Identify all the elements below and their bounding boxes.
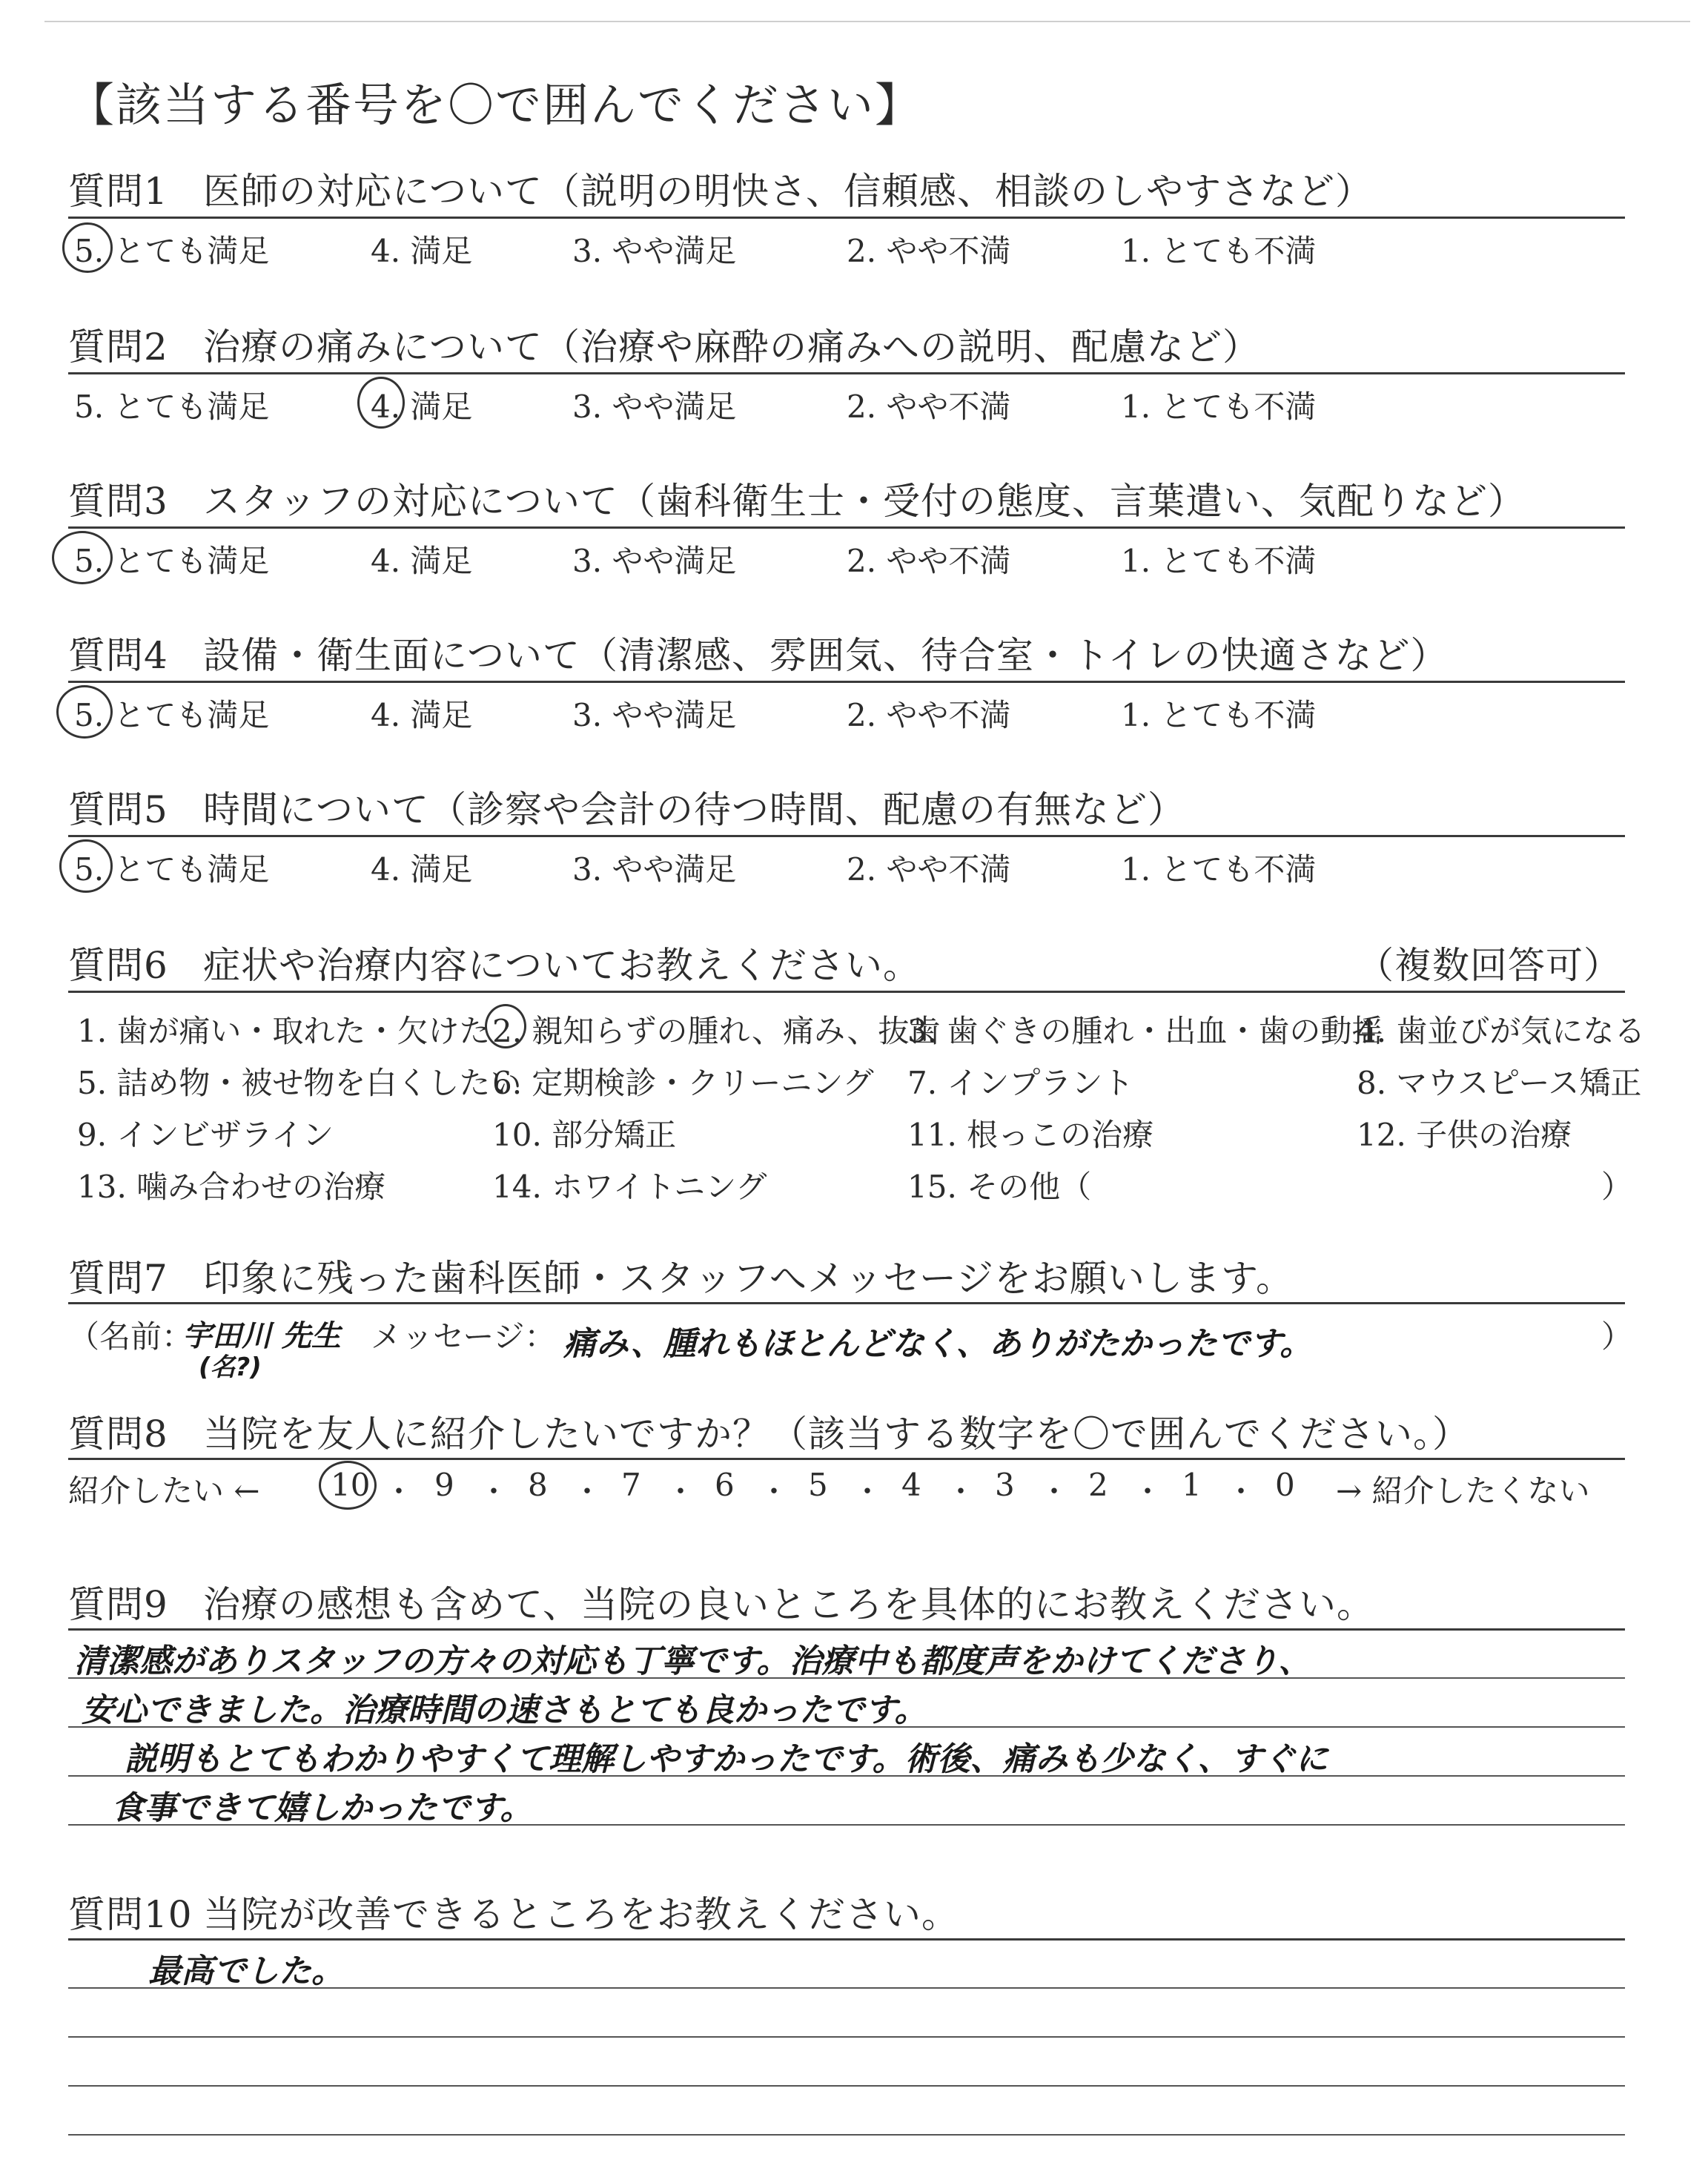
q8-score-2[interactable]: 2 (1088, 1467, 1108, 1503)
q6-multi-note: （複数回答可） (1357, 944, 1621, 987)
q8-score-5[interactable]: 5 (808, 1467, 828, 1503)
q2-option-2[interactable]: 2. やや不満 (847, 389, 1011, 425)
q3-number: 質問3 (68, 480, 168, 523)
q9-answer-text[interactable]: 清潔感がありスタッフの方々の対応も丁寧です。治療中も都度声をかけてくださり、 (74, 1642, 1311, 1680)
q8-separator: ・ (853, 1475, 882, 1509)
q5-question: 時間について（診察や会計の待つ時間、配慮の有無など） (203, 788, 1185, 831)
q2-rule (68, 372, 1625, 374)
q8-separator: ・ (759, 1475, 789, 1509)
q10-number: 質問10 (68, 1893, 193, 1936)
q8-score-1[interactable]: 1 (1182, 1467, 1202, 1503)
q8-score-10[interactable]: 10 (331, 1467, 371, 1503)
q5-number: 質問5 (68, 788, 168, 831)
q6-option-6[interactable]: 6. 定期検診・クリーニング (492, 1065, 874, 1101)
q4-question: 設備・衛生面について（清潔感、雰囲気、待合室・トイレの快適さなど） (203, 634, 1449, 677)
q1-question: 医師の対応について（説明の明快さ、信頼感、相談のしやすさなど） (203, 170, 1373, 213)
q1-option-2[interactable]: 2. やや不満 (847, 233, 1011, 269)
q4-option-4[interactable]: 4. 満足 (371, 697, 473, 733)
q8-score-6[interactable]: 6 (715, 1467, 735, 1503)
q6-option-4[interactable]: 4. 歯並びが気になる (1357, 1013, 1646, 1049)
page-title: 【該当する番号を〇で囲んでください】 (68, 78, 923, 132)
q7-close-paren: ） (1601, 1318, 1633, 1355)
q6-option-1[interactable]: 1. 歯が痛い・取れた・欠けた (77, 1013, 491, 1049)
q7-name-label: （名前： (68, 1318, 193, 1355)
q8-score-4[interactable]: 4 (901, 1467, 921, 1503)
q4-option-3[interactable]: 3. やや満足 (572, 697, 737, 733)
q8-selection-circle (319, 1461, 377, 1510)
top-edge-line (44, 21, 1690, 22)
q8-separator: ・ (1226, 1475, 1256, 1509)
q8-separator: ・ (1133, 1475, 1162, 1509)
q6-option-3[interactable]: 3. 歯ぐきの腫れ・出血・歯の動揺 (907, 1013, 1383, 1049)
q6-number: 質問6 (68, 944, 168, 987)
q5-option-1[interactable]: 1. とても不満 (1121, 851, 1317, 888)
q6-option-14[interactable]: 14. ホワイトニング (492, 1169, 767, 1205)
q3-rule (68, 526, 1625, 529)
q8-separator: ・ (572, 1475, 602, 1509)
q2-question: 治療の痛みについて（治療や麻酔の痛みへの説明、配慮など） (203, 326, 1260, 369)
q10-rule (68, 1938, 1625, 1941)
q6-option-13[interactable]: 13. 噛み合わせの治療 (77, 1169, 386, 1205)
q7-name-note: (名?) (199, 1353, 262, 1382)
q6-option-11[interactable]: 11. 根っこの治療 (907, 1117, 1154, 1153)
q6-option-10[interactable]: 10. 部分矯正 (492, 1117, 677, 1153)
q6-option-7[interactable]: 7. インプラント (907, 1065, 1134, 1101)
q8-left-label: 紹介したい ← (68, 1473, 260, 1509)
q6-option-12[interactable]: 12. 子供の治療 (1357, 1117, 1572, 1153)
q8-question: 当院を友人に紹介したいですか？（該当する数字を〇で囲んでください。） (203, 1413, 1470, 1456)
q1-number: 質問1 (68, 170, 168, 213)
q8-separator: ・ (666, 1475, 695, 1509)
q3-question: スタッフの対応について（歯科衛生士・受付の態度、言葉遣い、気配りなど） (203, 480, 1526, 523)
q6-option-2[interactable]: 2. 親知らずの腫れ、痛み、抜歯 (492, 1013, 941, 1049)
q6-option-2-selection-circle (485, 1004, 526, 1048)
q4-option-1[interactable]: 1. とても不満 (1121, 697, 1317, 733)
q6-question: 症状や治療内容についてお教えください。 (203, 944, 921, 987)
q2-selection-circle (357, 377, 405, 429)
q8-score-0[interactable]: 0 (1275, 1467, 1295, 1503)
q1-option-4[interactable]: 4. 満足 (371, 233, 473, 269)
q8-rule (68, 1458, 1625, 1460)
q2-number: 質問2 (68, 326, 168, 369)
q5-rule (68, 835, 1625, 837)
q8-score-9[interactable]: 9 (434, 1467, 454, 1503)
q8-number: 質問8 (68, 1413, 168, 1456)
q4-option-2[interactable]: 2. やや不満 (847, 697, 1011, 733)
q7-name-value[interactable]: 宇田川 先生 (182, 1319, 341, 1353)
q6-other-close-paren: ） (1601, 1169, 1633, 1205)
q5-selection-circle (59, 839, 113, 893)
q3-option-5[interactable]: 5. とても満足 (74, 543, 270, 579)
q5-option-5[interactable]: 5. とても満足 (74, 851, 270, 888)
q6-option-15[interactable]: 15. その他（ (907, 1169, 1092, 1205)
q10-answer-text[interactable]: 最高でした。 (148, 1952, 344, 1990)
q3-selection-circle (52, 531, 113, 584)
q7-rule (68, 1302, 1625, 1304)
q5-option-2[interactable]: 2. やや不満 (847, 851, 1011, 888)
q5-option-4[interactable]: 4. 満足 (371, 851, 473, 888)
q8-score-7[interactable]: 7 (621, 1467, 641, 1503)
q5-option-3[interactable]: 3. やや満足 (572, 851, 737, 888)
q3-option-1[interactable]: 1. とても不満 (1121, 543, 1317, 579)
q2-option-3[interactable]: 3. やや満足 (572, 389, 737, 425)
q4-option-5[interactable]: 5. とても満足 (74, 697, 270, 733)
q10-question: 当院が改善できるところをお教えください。 (203, 1893, 959, 1936)
q8-score-3[interactable]: 3 (995, 1467, 1015, 1503)
q3-option-4[interactable]: 4. 満足 (371, 543, 473, 579)
q2-option-4[interactable]: 4. 満足 (371, 389, 473, 425)
q1-rule (68, 217, 1625, 219)
q7-question: 印象に残った歯科医師・スタッフへメッセージをお願いします。 (203, 1257, 1294, 1300)
q8-separator: ・ (384, 1475, 414, 1509)
q4-rule (68, 681, 1625, 683)
q1-option-5[interactable]: 5. とても満足 (74, 233, 270, 269)
q2-option-1[interactable]: 1. とても不満 (1121, 389, 1317, 425)
q6-rule (68, 991, 1625, 993)
q2-option-5[interactable]: 5. とても満足 (74, 389, 270, 425)
q8-separator: ・ (1039, 1475, 1069, 1509)
q8-separator: ・ (479, 1475, 509, 1509)
q9-number: 質問9 (68, 1583, 168, 1626)
q8-score-8[interactable]: 8 (528, 1467, 548, 1503)
q1-selection-circle (62, 222, 113, 273)
q6-option-8[interactable]: 8. マウスピース矯正 (1357, 1065, 1642, 1101)
q8-separator: ・ (946, 1475, 976, 1509)
q3-option-2[interactable]: 2. やや不満 (847, 543, 1011, 579)
q10-answer-line (68, 2036, 1625, 2038)
q9-answer-text[interactable]: 安心できました。治療時間の速さもとても良かったです。 (82, 1691, 927, 1729)
q7-number: 質問7 (68, 1257, 168, 1300)
q9-answer-text[interactable]: 説明もとてもわかりやすくて理解しやすかったです。術後、痛みも少なく、すぐに (125, 1740, 1328, 1778)
q8-right-label: → 紹介したくない (1336, 1473, 1590, 1509)
q6-option-5[interactable]: 5. 詰め物・被せ物を白くしたい (77, 1065, 522, 1101)
q4-number: 質問4 (68, 634, 168, 677)
q6-option-9[interactable]: 9. インビザライン (77, 1117, 334, 1153)
q9-rule (68, 1628, 1625, 1631)
q4-selection-circle (56, 685, 113, 739)
q10-answer-line (68, 2134, 1625, 2136)
q1-option-3[interactable]: 3. やや満足 (572, 233, 737, 269)
q3-option-3[interactable]: 3. やや満足 (572, 543, 737, 579)
q7-message-label: メッセージ： (371, 1318, 556, 1355)
q10-answer-line (68, 2085, 1625, 2087)
q9-question: 治療の感想も含めて、当院の良いところを具体的にお教えください。 (203, 1583, 1374, 1626)
q1-option-1[interactable]: 1. とても不満 (1121, 233, 1317, 269)
q9-answer-text[interactable]: 食事できて嬉しかったです。 (111, 1789, 533, 1827)
q7-message-value[interactable]: 痛み、腫れもほとんどなく、ありがたかったです。 (563, 1325, 1313, 1363)
